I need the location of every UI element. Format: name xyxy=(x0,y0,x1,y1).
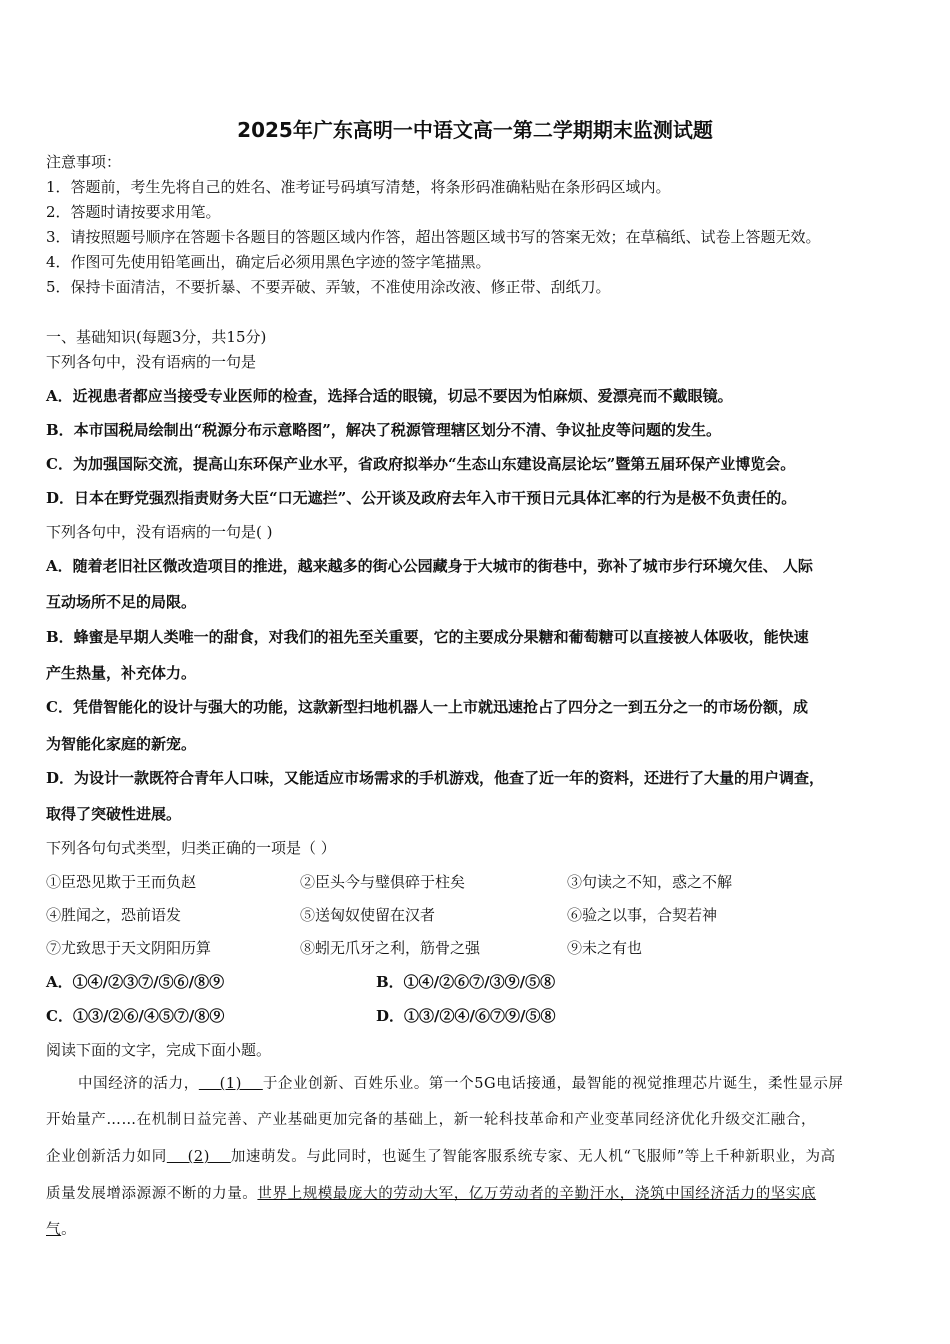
section-heading: 一、基础知识(每题3分，共15分) xyxy=(46,328,267,346)
passage-line xyxy=(46,1220,76,1240)
question-3-option-b: B．①④/②⑥⑦/③⑨/⑤⑧ xyxy=(376,973,556,991)
question-1-option-a: A．近视患者都应当接受专业医师的检查，选择合适的眼镜，切忌不要因为怕麻烦、爱漂亮而不戴眼镜。 xyxy=(46,387,733,405)
sentence-item: ⑥验之以事，合契若神 xyxy=(567,906,718,924)
question-1-option-c: C．为加强国际交流，提高山东环保产业水平，省政府拟举办“生态山东建设高层论坛”暨第五届环保产业博览会。 xyxy=(46,455,796,473)
question-3-option-d: D．①③/②④/⑥⑦⑨/⑤⑧ xyxy=(376,1007,556,1025)
sentence-item: ⑤送匈奴使留在汉者 xyxy=(300,906,436,924)
underlined-sentence: 世界上规模最庞大的劳动大军，亿万劳动者的辛勤汗水，浇筑中国经济活力的坚实底 xyxy=(257,1186,817,1202)
note-item: 3．请按照题号顺序在答题卡各题目的答题区域内作答，超出答题区域书写的答案无效；在草稿纸、试卷上答题无效。 xyxy=(46,228,821,246)
reading-intro: 阅读下面的文字，完成下面小题。 xyxy=(46,1041,272,1059)
notes-heading: 注意事项： xyxy=(46,153,122,171)
question-2-option-d: D．为设计一款既符合青年人口味，又能适应市场需求的手机游戏，他查了近一年的资料，还进行了大量的用户调查， xyxy=(46,769,825,787)
sentence-item: ③句读之不知，惑之不解 xyxy=(567,873,733,891)
sentence-item: ④胜闻之，恐前语发 xyxy=(46,906,182,924)
question-2-stem: 下列各句中，没有语病的一句是( ) xyxy=(46,523,273,541)
page-title: 2025年广东高明一中语文高一第二学期期末监测试题 xyxy=(237,118,713,142)
question-1-stem: 下列各句中，没有语病的一句是 xyxy=(46,353,257,371)
passage-line xyxy=(46,1147,836,1167)
note-item: 5．保持卡面清洁，不要折暴、不要弄破、弄皱，不准使用涂改液、修正带、刮纸刀。 xyxy=(46,278,611,296)
passage-text: 加速萌发。与此同时，也诞生了智能客服系统专家、无人机“飞服师”等上千种新职业，为高 xyxy=(230,1149,836,1165)
passage-text: 企业创新活力如同 xyxy=(46,1149,167,1165)
underlined-sentence: 气 xyxy=(46,1222,62,1238)
note-item: 2．答题时请按要求用笔。 xyxy=(46,203,221,221)
passage-text: 于企业创新、百姓乐业。第一个5G电话接通，最智能的视觉推理芯片诞生，柔性显示屏 xyxy=(262,1076,844,1092)
passage-line: 开始量产……在机制日益完善、产业基础更加完备的基础上，新一轮科技革命和产业变革同经济优化升级交汇融合， xyxy=(46,1112,817,1128)
passage-line xyxy=(46,1184,816,1204)
sentence-item: ⑧蚓无爪牙之利，筋骨之强 xyxy=(300,939,481,957)
sentence-item: ①臣恐见欺于王而负赵 xyxy=(46,873,197,891)
question-2-option-a-cont: 互动场所不足的局限。 xyxy=(46,593,197,611)
question-2-option-c: C．凭借智能化的设计与强大的功能，这款新型扫地机器人一上市就迅速抢占了四分之一到五分之一的市场份额，成 xyxy=(46,698,808,716)
question-2-option-a: A．随着老旧社区微改造项目的推进，越来越多的街心公园藏身于大城市的街巷中，弥补了城市步行环境欠佳、 人际 xyxy=(46,557,813,575)
question-1-option-d: D．日本在野党强烈指责财务大臣“口无遮拦”、公开谈及政府去年入市干预日元具体汇率的行为是极不负责任的。 xyxy=(46,489,797,507)
question-3-stem: 下列各句句式类型，归类正确的一项是（ ） xyxy=(46,839,336,857)
sentence-item: ⑨未之有也 xyxy=(567,939,643,957)
question-2-option-b: B．蜂蜜是早期人类唯一的甜食，对我们的祖先至关重要，它的主要成分果糖和葡萄糖可以直接被人体吸收，能快速 xyxy=(46,628,809,646)
blank-2: (2) xyxy=(166,1149,231,1165)
passage-text: 中国经济的活力， xyxy=(78,1076,199,1092)
question-3-option-a: A．①④/②③⑦/⑤⑥/⑧⑨ xyxy=(46,973,225,991)
passage-text: 。 xyxy=(61,1222,77,1238)
passage-text: 质量发展增添源源不断的力量。 xyxy=(46,1186,258,1202)
sentence-item: ⑦尤致思于天文阴阳历算 xyxy=(46,939,212,957)
blank-1: (1) xyxy=(198,1076,263,1092)
sentence-item: ②臣头今与璧俱碎于柱矣 xyxy=(300,873,466,891)
note-item: 4．作图可先使用铅笔画出，确定后必须用黑色字迹的签字笔描黑。 xyxy=(46,253,491,271)
question-3-option-c: C．①③/②⑥/④⑤⑦/⑧⑨ xyxy=(46,1007,225,1025)
question-2-option-c-cont: 为智能化家庭的新宠。 xyxy=(46,735,197,753)
question-2-option-d-cont: 取得了突破性进展。 xyxy=(46,805,182,823)
note-item: 1．答题前，考生先将自己的姓名、准考证号码填写清楚，将条形码准确粘贴在条形码区域内。 xyxy=(46,178,671,196)
question-1-option-b: B．本市国税局绘制出“税源分布示意略图”，解决了税源管理辖区划分不清、争议扯皮等问题的发生。 xyxy=(46,421,721,439)
passage-line xyxy=(78,1074,844,1094)
question-2-option-b-cont: 产生热量，补充体力。 xyxy=(46,664,197,682)
